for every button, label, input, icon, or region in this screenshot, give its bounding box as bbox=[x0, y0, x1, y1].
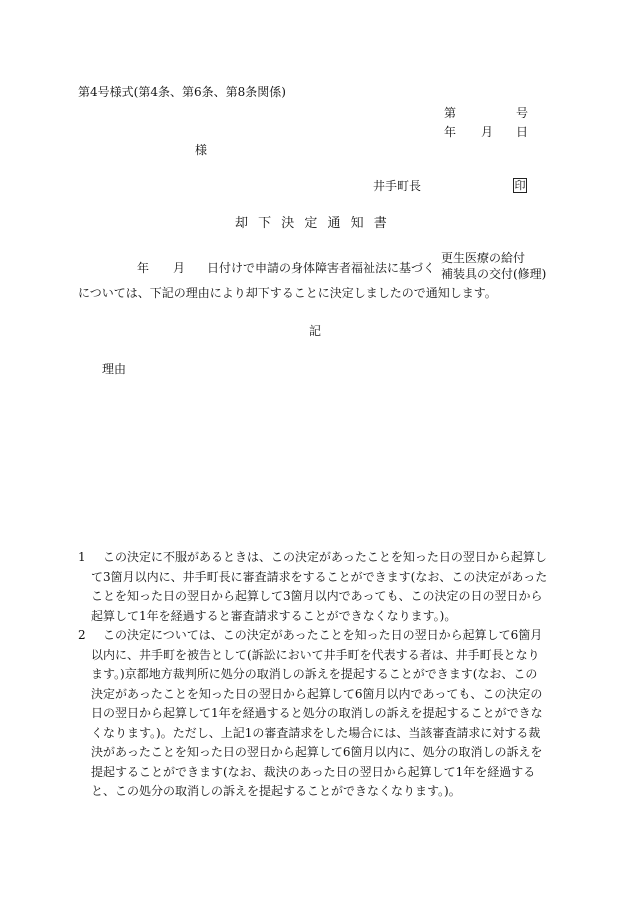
notes-list bbox=[78, 548, 548, 802]
document-number-suffix: 号 bbox=[516, 106, 529, 120]
reason-label: 理由 bbox=[102, 362, 127, 376]
ki-heading: 記 bbox=[309, 324, 322, 338]
body-year: 年 bbox=[137, 261, 150, 275]
date-month: 月 bbox=[481, 125, 494, 139]
date-year: 年 bbox=[444, 125, 457, 139]
note-item bbox=[78, 548, 548, 626]
note-text: この決定に不服があるときは、この決定があったことを知った日の翌日から起算して3箇月以内に、井手町長に審査請求をすることができます(なお、この決定があったことを知った日の翌日から起算して3箇月以内であっても、この決定の日の翌日から起算して1年を経過すると審査請求することができなくなります。)。 bbox=[91, 550, 548, 623]
form-number: 第4号様式(第4条、第6条、第8条関係) bbox=[78, 85, 286, 99]
addressee-honorific: 様 bbox=[195, 143, 208, 157]
option-medical-care: 更生医療の給付 bbox=[441, 251, 526, 265]
issuer-name: 井手町長 bbox=[373, 179, 422, 193]
date-day: 日 bbox=[516, 125, 529, 139]
document-number-prefix: 第 bbox=[444, 106, 457, 120]
body-date-text: 日付けで申請の身体障害者福祉法に基づく bbox=[207, 261, 436, 275]
body-line-2: については、下記の理由により却下することに決定しましたので通知します。 bbox=[78, 286, 497, 300]
note-number: 2 bbox=[78, 628, 86, 642]
document-title: 却 下 決 定 通 知 書 bbox=[235, 216, 390, 231]
note-text: この決定については、この決定があったことを知った日の翌日から起算して6箇月以内に、井手町を被告として(訴訟において井手町を代表する者は、井手町長となります。)京都地方裁判所に処分の取消しの訴えを提起することができます(なお、この決定があったことを知った日の翌日から起算して6箇月以内であっても、この決定の日の翌日から起算して1年を経過すると処分の取消しの訴えを提起することができなくなります。)。ただし、上記1の審査請求をした場合には、当該審査請求に対する裁決があったことを知った日の翌日から起算して6箇月以内に、処分の取消しの訴えを提起することができます(なお、裁決のあった日の翌日から起算して1年を経過すると、この処分の取消しの訴えを提起することができなくなります。)。 bbox=[91, 628, 543, 798]
note-number: 1 bbox=[78, 550, 86, 564]
option-assistive-device: 補装具の交付(修理) bbox=[441, 267, 547, 281]
seal-icon: 印 bbox=[514, 179, 526, 192]
body-month: 月 bbox=[173, 261, 186, 275]
note-item bbox=[78, 626, 548, 802]
